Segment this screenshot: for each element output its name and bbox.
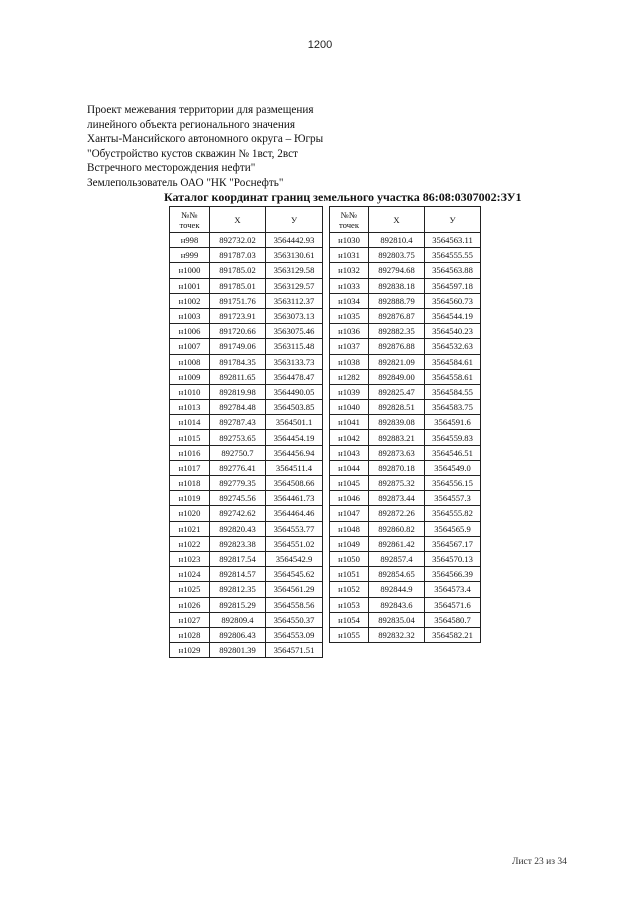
y-coordinate-cell: 3564442.93 bbox=[266, 233, 323, 248]
x-coordinate-cell: 892843.6 bbox=[369, 597, 425, 612]
point-number-cell: н1000 bbox=[170, 263, 210, 278]
x-coordinate-cell: 892794.68 bbox=[369, 263, 425, 278]
table-row bbox=[330, 551, 481, 566]
point-number-cell: н1045 bbox=[330, 476, 369, 491]
y-coordinate-cell: 3564508.66 bbox=[266, 476, 323, 491]
y-coordinate-cell: 3564573.4 bbox=[425, 582, 481, 597]
x-coordinate-cell: 892779.35 bbox=[210, 476, 266, 491]
y-coordinate-cell: 3564561.29 bbox=[266, 582, 323, 597]
point-number-cell: н1006 bbox=[170, 324, 210, 339]
y-coordinate-cell: 3564454.19 bbox=[266, 430, 323, 445]
x-coordinate-cell: 891749.06 bbox=[210, 339, 266, 354]
table-row bbox=[170, 400, 323, 415]
y-coordinate-cell: 3564550.37 bbox=[266, 612, 323, 627]
y-coordinate-cell: 3564591.6 bbox=[425, 415, 481, 430]
point-number-cell: н1282 bbox=[330, 369, 369, 384]
table-row bbox=[330, 369, 481, 384]
point-number-cell: н1022 bbox=[170, 536, 210, 551]
y-header: У bbox=[266, 207, 323, 233]
y-coordinate-cell: 3564584.61 bbox=[425, 354, 481, 369]
x-coordinate-cell: 892849.00 bbox=[369, 369, 425, 384]
y-coordinate-cell: 3564558.56 bbox=[266, 597, 323, 612]
y-coordinate-cell: 3564555.55 bbox=[425, 248, 481, 263]
point-number-cell: н1009 bbox=[170, 369, 210, 384]
table-row bbox=[170, 521, 323, 536]
table-row bbox=[170, 339, 323, 354]
point-number-cell: н1041 bbox=[330, 415, 369, 430]
x-coordinate-cell: 892835.04 bbox=[369, 612, 425, 627]
header-line: Проект межевания территории для размещения bbox=[87, 104, 314, 116]
table-row bbox=[170, 233, 323, 248]
coordinates-table-left bbox=[169, 206, 323, 658]
table-row bbox=[330, 263, 481, 278]
point-number-cell: н998 bbox=[170, 233, 210, 248]
point-number-cell: н1015 bbox=[170, 430, 210, 445]
x-coordinate-cell: 892832.32 bbox=[369, 627, 425, 642]
y-coordinate-cell: 3564464.46 bbox=[266, 506, 323, 521]
y-coordinate-cell: 3564559.83 bbox=[425, 430, 481, 445]
x-coordinate-cell: 892753.65 bbox=[210, 430, 266, 445]
point-number-cell: н1013 bbox=[170, 400, 210, 415]
x-coordinate-cell: 892776.41 bbox=[210, 460, 266, 475]
y-coordinate-cell: 3563130.61 bbox=[266, 248, 323, 263]
y-coordinate-cell: 3564553.09 bbox=[266, 627, 323, 642]
x-coordinate-cell: 892820.43 bbox=[210, 521, 266, 536]
table-row bbox=[330, 567, 481, 582]
point-number-cell: н1046 bbox=[330, 491, 369, 506]
x-coordinate-cell: 891723.91 bbox=[210, 308, 266, 323]
y-coordinate-cell: 3564503.85 bbox=[266, 400, 323, 415]
table-row bbox=[330, 248, 481, 263]
point-number-cell: н1051 bbox=[330, 567, 369, 582]
point-number-cell: н1014 bbox=[170, 415, 210, 430]
point-number-cell: н1050 bbox=[330, 551, 369, 566]
table-row bbox=[330, 521, 481, 536]
y-coordinate-cell: 3563129.57 bbox=[266, 278, 323, 293]
point-number-cell: н1010 bbox=[170, 384, 210, 399]
point-number-header: №№ точек bbox=[170, 207, 210, 233]
point-number-cell: н1039 bbox=[330, 384, 369, 399]
table-row bbox=[330, 278, 481, 293]
y-coordinate-cell: 3564532.63 bbox=[425, 339, 481, 354]
y-header: У bbox=[425, 207, 481, 233]
x-coordinate-cell: 892819.98 bbox=[210, 384, 266, 399]
y-coordinate-cell: 3564540.23 bbox=[425, 324, 481, 339]
project-header bbox=[87, 103, 407, 191]
table-row bbox=[330, 597, 481, 612]
point-number-cell: н1017 bbox=[170, 460, 210, 475]
point-number-cell: н1027 bbox=[170, 612, 210, 627]
table-row bbox=[170, 460, 323, 475]
table-row bbox=[330, 582, 481, 597]
y-coordinate-cell: 3563115.48 bbox=[266, 339, 323, 354]
y-coordinate-cell: 3564490.05 bbox=[266, 384, 323, 399]
point-number-cell: н1053 bbox=[330, 597, 369, 612]
y-coordinate-cell: 3564553.77 bbox=[266, 521, 323, 536]
point-number-cell: н1002 bbox=[170, 293, 210, 308]
y-coordinate-cell: 3564478.47 bbox=[266, 369, 323, 384]
point-number-cell: н1030 bbox=[330, 233, 369, 248]
header-line: Ханты-Мансийского автономного округа – Югры bbox=[87, 133, 324, 146]
table-row bbox=[330, 491, 481, 506]
sheet-number: Лист 23 из 34 bbox=[512, 857, 567, 867]
table-row bbox=[170, 263, 323, 278]
table-row bbox=[330, 339, 481, 354]
table-row bbox=[170, 582, 323, 597]
catalog-title: Каталог координат границ земельного участка 86:08:0307002:ЗУ1 bbox=[164, 190, 522, 204]
table-row bbox=[170, 627, 323, 642]
table-row bbox=[170, 506, 323, 521]
table-row bbox=[330, 445, 481, 460]
table-row bbox=[330, 233, 481, 248]
point-number-cell: н1032 bbox=[330, 263, 369, 278]
y-coordinate-cell: 3564544.19 bbox=[425, 308, 481, 323]
table-row bbox=[330, 476, 481, 491]
point-number-cell: н1033 bbox=[330, 278, 369, 293]
table-row bbox=[170, 248, 323, 263]
point-number-cell: н1023 bbox=[170, 551, 210, 566]
table-row bbox=[330, 324, 481, 339]
y-coordinate-cell: 3564597.18 bbox=[425, 278, 481, 293]
table-header-row bbox=[330, 207, 481, 233]
point-number-cell: н1036 bbox=[330, 324, 369, 339]
y-coordinate-cell: 3564563.11 bbox=[425, 233, 481, 248]
x-coordinate-cell: 892801.39 bbox=[210, 643, 266, 658]
x-coordinate-cell: 892811.65 bbox=[210, 369, 266, 384]
table-row bbox=[170, 384, 323, 399]
y-coordinate-cell: 3564563.88 bbox=[425, 263, 481, 278]
x-coordinate-cell: 892732.02 bbox=[210, 233, 266, 248]
point-number-cell: н1037 bbox=[330, 339, 369, 354]
table-row bbox=[170, 491, 323, 506]
point-number-cell: н1055 bbox=[330, 627, 369, 642]
table-row bbox=[170, 278, 323, 293]
y-coordinate-cell: 3563073.13 bbox=[266, 308, 323, 323]
point-number-cell: н1028 bbox=[170, 627, 210, 642]
table-row bbox=[170, 293, 323, 308]
y-coordinate-cell: 3564545.62 bbox=[266, 567, 323, 582]
y-coordinate-cell: 3564565.9 bbox=[425, 521, 481, 536]
x-coordinate-cell: 892809.4 bbox=[210, 612, 266, 627]
x-coordinate-cell: 892828.51 bbox=[369, 400, 425, 415]
y-coordinate-cell: 3564511.4 bbox=[266, 460, 323, 475]
x-coordinate-cell: 892860.82 bbox=[369, 521, 425, 536]
header-line: Землепользователь ОАО "НК "Роснефть" bbox=[87, 176, 284, 189]
table-row bbox=[170, 369, 323, 384]
point-number-cell: н1008 bbox=[170, 354, 210, 369]
point-number-cell: н1043 bbox=[330, 445, 369, 460]
y-coordinate-cell: 3564566.39 bbox=[425, 567, 481, 582]
table-row bbox=[170, 567, 323, 582]
table-row bbox=[330, 612, 481, 627]
x-coordinate-cell: 892844.9 bbox=[369, 582, 425, 597]
x-coordinate-cell: 891785.01 bbox=[210, 278, 266, 293]
x-coordinate-cell: 892825.47 bbox=[369, 384, 425, 399]
table-row bbox=[330, 415, 481, 430]
y-coordinate-cell: 3564560.73 bbox=[425, 293, 481, 308]
x-coordinate-cell: 892742.62 bbox=[210, 506, 266, 521]
table-row bbox=[330, 506, 481, 521]
y-coordinate-cell: 3564583.75 bbox=[425, 400, 481, 415]
y-coordinate-cell: 3563075.46 bbox=[266, 324, 323, 339]
x-coordinate-cell: 891751.76 bbox=[210, 293, 266, 308]
table-row bbox=[330, 536, 481, 551]
table-row bbox=[170, 612, 323, 627]
x-coordinate-cell: 892883.21 bbox=[369, 430, 425, 445]
x-coordinate-cell: 891785.02 bbox=[210, 263, 266, 278]
y-coordinate-cell: 3564557.3 bbox=[425, 491, 481, 506]
x-coordinate-cell: 892872.26 bbox=[369, 506, 425, 521]
point-number-cell: н1038 bbox=[330, 354, 369, 369]
table-row bbox=[170, 324, 323, 339]
y-coordinate-cell: 3564549.0 bbox=[425, 460, 481, 475]
point-number-cell: н1049 bbox=[330, 536, 369, 551]
x-coordinate-cell: 891787.03 bbox=[210, 248, 266, 263]
x-coordinate-cell: 892875.32 bbox=[369, 476, 425, 491]
table-row bbox=[170, 536, 323, 551]
x-coordinate-cell: 892806.43 bbox=[210, 627, 266, 642]
point-number-cell: н1007 bbox=[170, 339, 210, 354]
y-coordinate-cell: 3564571.51 bbox=[266, 643, 323, 658]
x-coordinate-cell: 892876.87 bbox=[369, 308, 425, 323]
y-coordinate-cell: 3564456.94 bbox=[266, 445, 323, 460]
x-coordinate-cell: 892745.56 bbox=[210, 491, 266, 506]
y-coordinate-cell: 3564556.15 bbox=[425, 476, 481, 491]
table-row bbox=[170, 476, 323, 491]
x-coordinate-cell: 892861.42 bbox=[369, 536, 425, 551]
point-number-cell: н1048 bbox=[330, 521, 369, 536]
point-number-cell: н999 bbox=[170, 248, 210, 263]
table-row bbox=[330, 293, 481, 308]
x-header: X bbox=[210, 207, 266, 233]
table-row bbox=[330, 460, 481, 475]
point-number-cell: н1025 bbox=[170, 582, 210, 597]
x-header: X bbox=[369, 207, 425, 233]
point-number-cell: н1016 bbox=[170, 445, 210, 460]
point-number-cell: н1031 bbox=[330, 248, 369, 263]
table-row bbox=[330, 354, 481, 369]
table-header-row bbox=[170, 207, 323, 233]
table-row bbox=[170, 643, 323, 658]
point-number-cell: н1042 bbox=[330, 430, 369, 445]
y-coordinate-cell: 3564461.73 bbox=[266, 491, 323, 506]
point-number-cell: н1029 bbox=[170, 643, 210, 658]
x-coordinate-cell: 892784.48 bbox=[210, 400, 266, 415]
y-coordinate-cell: 3564570.13 bbox=[425, 551, 481, 566]
point-number-cell: н1035 bbox=[330, 308, 369, 323]
table-row bbox=[330, 430, 481, 445]
x-coordinate-cell: 892815.29 bbox=[210, 597, 266, 612]
table-row bbox=[330, 400, 481, 415]
point-number-cell: н1040 bbox=[330, 400, 369, 415]
y-coordinate-cell: 3564546.51 bbox=[425, 445, 481, 460]
x-coordinate-cell: 892810.4 bbox=[369, 233, 425, 248]
x-coordinate-cell: 892812.35 bbox=[210, 582, 266, 597]
x-coordinate-cell: 892854.65 bbox=[369, 567, 425, 582]
y-coordinate-cell: 3563133.73 bbox=[266, 354, 323, 369]
table-row bbox=[170, 597, 323, 612]
point-number-cell: н1003 bbox=[170, 308, 210, 323]
point-number-cell: н1026 bbox=[170, 597, 210, 612]
point-number-header: №№ точек bbox=[330, 207, 369, 233]
page-number: 1200 bbox=[307, 39, 333, 51]
table-row bbox=[170, 308, 323, 323]
y-coordinate-cell: 3564567.17 bbox=[425, 536, 481, 551]
y-coordinate-cell: 3564501.1 bbox=[266, 415, 323, 430]
point-number-cell: н1021 bbox=[170, 521, 210, 536]
x-coordinate-cell: 892876.88 bbox=[369, 339, 425, 354]
header-line: Встречного месторождения нефти" bbox=[87, 162, 256, 175]
y-coordinate-cell: 3564558.61 bbox=[425, 369, 481, 384]
header-line: линейного объекта регионального значения bbox=[87, 118, 296, 131]
header-line: "Обустройство кустов скважин № 1вст, 2вст bbox=[87, 147, 298, 160]
point-number-cell: н1052 bbox=[330, 582, 369, 597]
x-coordinate-cell: 892803.75 bbox=[369, 248, 425, 263]
point-number-cell: н1034 bbox=[330, 293, 369, 308]
x-coordinate-cell: 892787.43 bbox=[210, 415, 266, 430]
y-coordinate-cell: 3563112.37 bbox=[266, 293, 323, 308]
point-number-cell: н1001 bbox=[170, 278, 210, 293]
x-coordinate-cell: 892873.44 bbox=[369, 491, 425, 506]
x-coordinate-cell: 892839.08 bbox=[369, 415, 425, 430]
y-coordinate-cell: 3564582.21 bbox=[425, 627, 481, 642]
x-coordinate-cell: 892838.18 bbox=[369, 278, 425, 293]
y-coordinate-cell: 3564584.55 bbox=[425, 384, 481, 399]
table-row bbox=[170, 430, 323, 445]
point-number-cell: н1020 bbox=[170, 506, 210, 521]
x-coordinate-cell: 892873.63 bbox=[369, 445, 425, 460]
x-coordinate-cell: 892857.4 bbox=[369, 551, 425, 566]
x-coordinate-cell: 892823.38 bbox=[210, 536, 266, 551]
x-coordinate-cell: 892817.54 bbox=[210, 551, 266, 566]
x-coordinate-cell: 892821.09 bbox=[369, 354, 425, 369]
y-coordinate-cell: 3564542.9 bbox=[266, 551, 323, 566]
y-coordinate-cell: 3564580.7 bbox=[425, 612, 481, 627]
point-number-cell: н1047 bbox=[330, 506, 369, 521]
x-coordinate-cell: 892750.7 bbox=[210, 445, 266, 460]
table-row bbox=[330, 627, 481, 642]
point-number-cell: н1019 bbox=[170, 491, 210, 506]
y-coordinate-cell: 3564551.02 bbox=[266, 536, 323, 551]
table-row bbox=[170, 445, 323, 460]
table-row bbox=[170, 354, 323, 369]
point-number-cell: н1044 bbox=[330, 460, 369, 475]
y-coordinate-cell: 3564571.6 bbox=[425, 597, 481, 612]
x-coordinate-cell: 891720.66 bbox=[210, 324, 266, 339]
x-coordinate-cell: 892882.35 bbox=[369, 324, 425, 339]
point-number-cell: н1054 bbox=[330, 612, 369, 627]
table-row bbox=[330, 384, 481, 399]
x-coordinate-cell: 892814.57 bbox=[210, 567, 266, 582]
table-row bbox=[170, 551, 323, 566]
y-coordinate-cell: 3564555.82 bbox=[425, 506, 481, 521]
table-row bbox=[170, 415, 323, 430]
table-row bbox=[330, 308, 481, 323]
x-coordinate-cell: 892888.79 bbox=[369, 293, 425, 308]
x-coordinate-cell: 892870.18 bbox=[369, 460, 425, 475]
y-coordinate-cell: 3563129.58 bbox=[266, 263, 323, 278]
point-number-cell: н1018 bbox=[170, 476, 210, 491]
x-coordinate-cell: 891784.35 bbox=[210, 354, 266, 369]
point-number-cell: н1024 bbox=[170, 567, 210, 582]
coordinates-table-right bbox=[329, 206, 481, 643]
